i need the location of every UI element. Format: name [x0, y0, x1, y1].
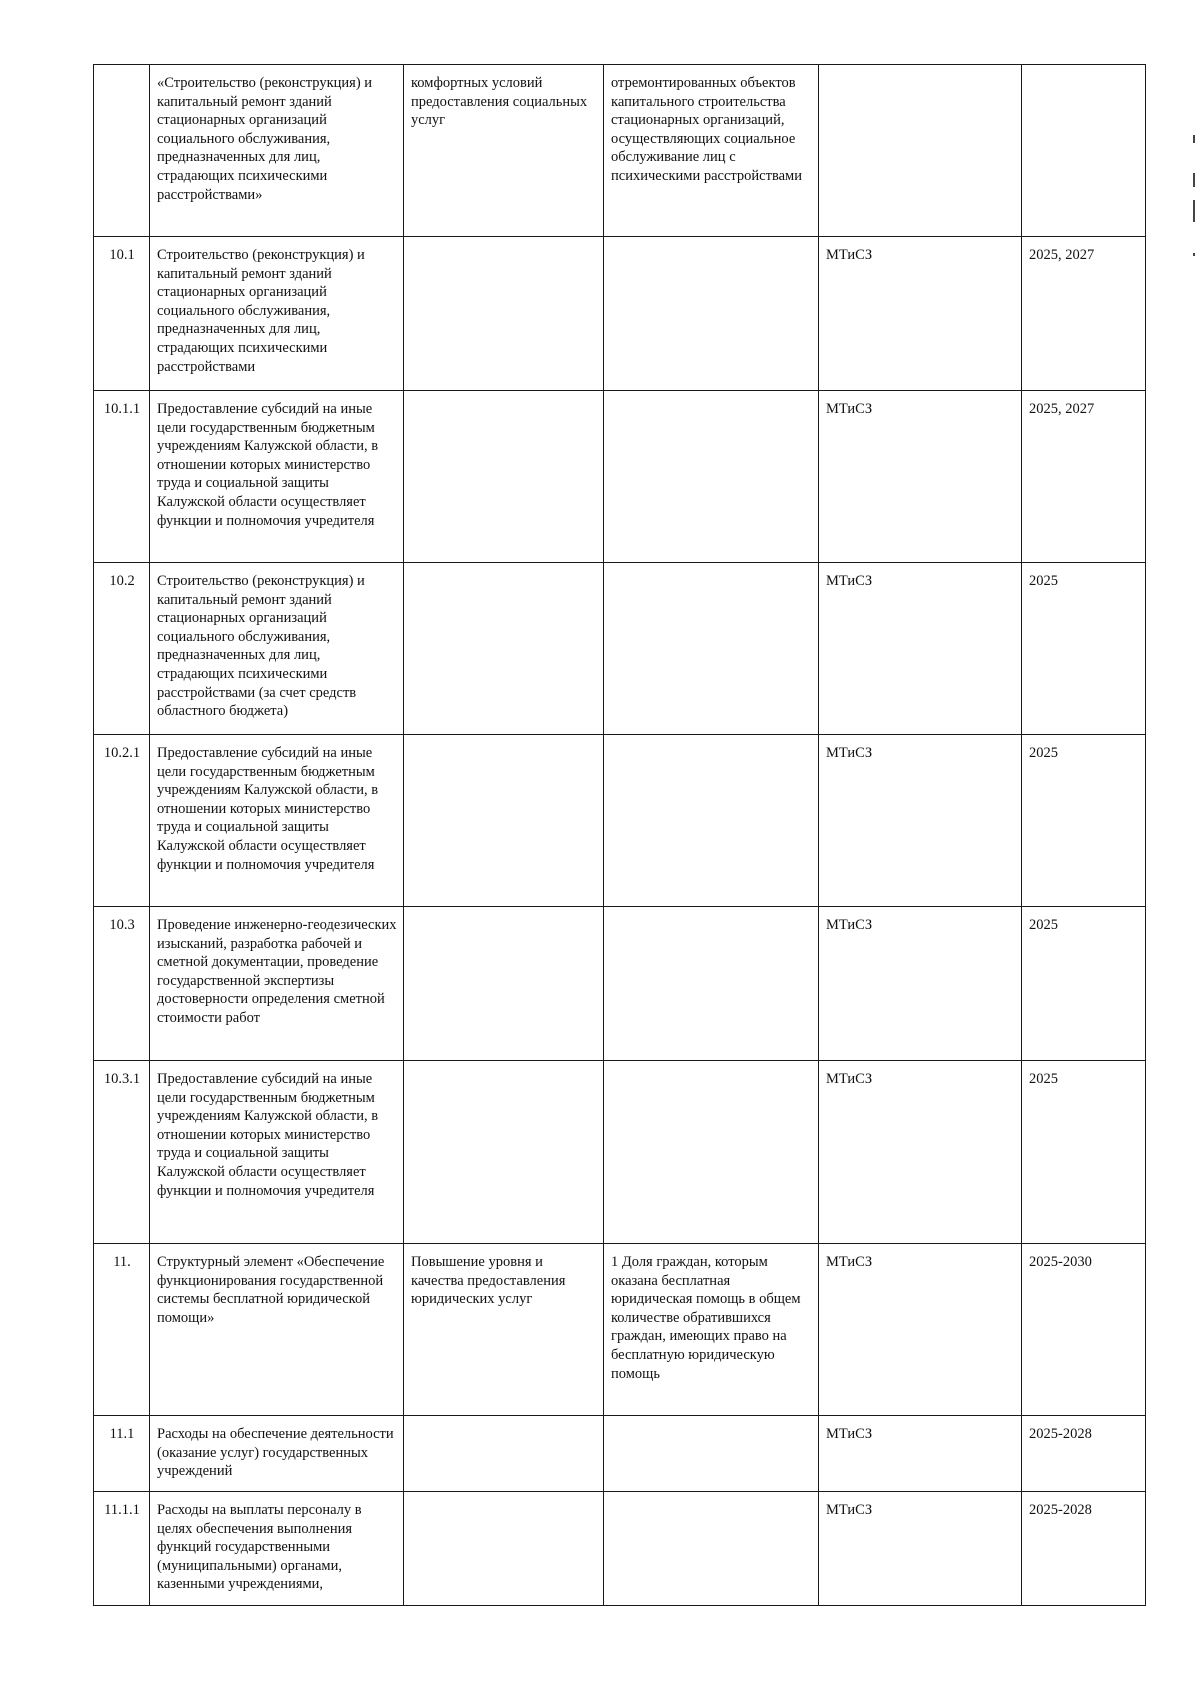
period-text: 2025: [1029, 1071, 1058, 1087]
cell-num: [94, 1244, 150, 1416]
cell-period: [1022, 1416, 1146, 1492]
cell-period: [1022, 735, 1146, 907]
cell-task: [404, 391, 604, 563]
cell-num: [94, 1061, 150, 1244]
period-text: 2025-2030: [1029, 1254, 1092, 1270]
cell-name: [150, 735, 404, 907]
cell-name: [150, 563, 404, 735]
period-text: 2025, 2027: [1029, 401, 1095, 417]
num-text: 11.1: [109, 1426, 135, 1442]
name-text: Предоставление субсидий на иные цели государственным бюджетным учреждениям Калужской области, в отношении которых министерство труда и социальной защиты Калужской области осуществляет функции и полномочия учредителя: [157, 401, 379, 529]
table-row: [94, 1492, 1146, 1606]
executor-text: МТиСЗ: [826, 401, 873, 417]
cell-period: [1022, 1492, 1146, 1606]
task-text: Повышение уровня и качества предоставления юридических услуг: [411, 1254, 566, 1308]
indicator-text: отремонтированных объектов капитального строительства стационарных организаций, осуществляющих социальное обслуживание лиц с психическими расстройствами: [611, 75, 802, 184]
cell-name: [150, 1061, 404, 1244]
period-text: 2025, 2027: [1029, 247, 1095, 263]
cell-task: [404, 65, 604, 237]
num-text: 10.1.1: [103, 401, 141, 417]
executor-text: МТиСЗ: [826, 917, 873, 933]
name-text: Строительство (реконструкция) и капитальный ремонт зданий стационарных организаций социального обслуживания, предназначенных для лиц, страдающих психическими расстройствами: [157, 247, 365, 375]
cell-period: [1022, 907, 1146, 1061]
table-row: [94, 65, 1146, 237]
cell-period: [1022, 1061, 1146, 1244]
name-text: Предоставление субсидий на иные цели государственным бюджетным учреждениям Калужской области, в отношении которых министерство труда и социальной защиты Калужской области осуществляет функции и полномочия учредителя: [157, 745, 379, 873]
period-text: 2025: [1029, 745, 1058, 761]
cell-task: [404, 735, 604, 907]
table-row: [94, 1416, 1146, 1492]
cell-num: [94, 1416, 150, 1492]
cell-name: [150, 1244, 404, 1416]
table-row: [94, 907, 1146, 1061]
name-text: «Строительство (реконструкция) и капитальный ремонт зданий стационарных организаций социального обслуживания, предназначенных для лиц, страдающих психическими расстройствами»: [157, 75, 373, 203]
cell-executor: [819, 1416, 1022, 1492]
executor-text: МТиСЗ: [826, 1426, 873, 1442]
cell-name: [150, 1416, 404, 1492]
cell-indicator: [604, 1416, 819, 1492]
cell-indicator: [604, 65, 819, 237]
cell-task: [404, 1492, 604, 1606]
cell-indicator: [604, 237, 819, 391]
cell-executor: [819, 1061, 1022, 1244]
table-row: [94, 563, 1146, 735]
executor-text: МТиСЗ: [826, 1254, 873, 1270]
cell-executor: [819, 391, 1022, 563]
num-text: 11.1.1: [104, 1502, 140, 1518]
cell-indicator: [604, 1492, 819, 1606]
num-text: 11.: [113, 1254, 131, 1270]
cell-num: [94, 65, 150, 237]
name-text: Строительство (реконструкция) и капитальный ремонт зданий стационарных организаций социального обслуживания, предназначенных для лиц, страдающих психическими расстройствами (за счет средств областного бюджета): [157, 573, 365, 720]
num-text: 10.3.1: [103, 1071, 141, 1087]
name-text: Расходы на выплаты персоналу в целях обеспечения выполнения функций государственными (муниципальными) органами, казенными учреждениями,: [157, 1502, 362, 1593]
cell-num: [94, 907, 150, 1061]
cell-task: [404, 563, 604, 735]
cell-num: [94, 1492, 150, 1606]
num-text: 10.1: [109, 247, 135, 263]
name-text: Предоставление субсидий на иные цели государственным бюджетным учреждениям Калужской области, в отношении которых министерство труда и социальной защиты Калужской области осуществляет функции и полномочия учредителя: [157, 1071, 379, 1199]
period-text: 2025-2028: [1029, 1502, 1092, 1518]
cell-num: [94, 563, 150, 735]
num-text: 10.2.1: [103, 745, 141, 761]
cell-indicator: [604, 1244, 819, 1416]
cell-executor: [819, 65, 1022, 237]
cell-task: [404, 1061, 604, 1244]
cell-indicator: [604, 1061, 819, 1244]
name-text: Проведение инженерно-геодезических изысканий, разработка рабочей и сметной документации, проведение государственной экспертизы достоверности определения сметной стоимости работ: [157, 917, 397, 1026]
cell-num: [94, 735, 150, 907]
cell-name: [150, 391, 404, 563]
executor-text: МТиСЗ: [826, 745, 873, 761]
num-text: 10.3: [109, 917, 135, 933]
name-text: Расходы на обеспечение деятельности (оказание услуг) государственных учреждений: [157, 1426, 394, 1480]
measures-table: [93, 64, 1146, 1606]
table-row: [94, 237, 1146, 391]
cell-executor: [819, 1492, 1022, 1606]
cell-executor: [819, 907, 1022, 1061]
cell-indicator: [604, 907, 819, 1061]
cell-indicator: [604, 563, 819, 735]
executor-text: МТиСЗ: [826, 573, 873, 589]
cell-executor: [819, 563, 1022, 735]
cell-name: [150, 237, 404, 391]
task-text: комфортных условий предоставления социальных услуг: [411, 75, 588, 129]
executor-text: МТиСЗ: [826, 247, 873, 263]
name-text: Структурный элемент «Обеспечение функционирования государственной системы бесплатной юридической помощи»: [157, 1254, 385, 1326]
cell-period: [1022, 563, 1146, 735]
cell-name: [150, 907, 404, 1061]
num-text: 10.2: [109, 573, 135, 589]
cell-period: [1022, 1244, 1146, 1416]
executor-text: МТиСЗ: [826, 1071, 873, 1087]
cell-period: [1022, 391, 1146, 563]
period-text: 2025: [1029, 573, 1058, 589]
cell-executor: [819, 735, 1022, 907]
cell-indicator: [604, 735, 819, 907]
table-body: [94, 65, 1146, 1606]
executor-text: МТиСЗ: [826, 1502, 873, 1518]
cell-num: [94, 237, 150, 391]
period-text: 2025: [1029, 917, 1058, 933]
cell-num: [94, 391, 150, 563]
cell-period: [1022, 65, 1146, 237]
cell-period: [1022, 237, 1146, 391]
cell-task: [404, 907, 604, 1061]
cell-name: [150, 1492, 404, 1606]
indicator-text: 1 Доля граждан, которым оказана бесплатная юридическая помощь в общем количестве обратившихся граждан, имеющих право на бесплатную юридическую помощь: [611, 1254, 801, 1382]
cell-executor: [819, 237, 1022, 391]
cell-executor: [819, 1244, 1022, 1416]
cell-indicator: [604, 391, 819, 563]
period-text: 2025-2028: [1029, 1426, 1092, 1442]
cell-task: [404, 1244, 604, 1416]
table-row: [94, 1244, 1146, 1416]
cell-task: [404, 1416, 604, 1492]
table-row: [94, 1061, 1146, 1244]
table-row: [94, 391, 1146, 563]
scan-edge-marks: [1193, 135, 1197, 275]
cell-name: [150, 65, 404, 237]
table-row: [94, 735, 1146, 907]
cell-task: [404, 237, 604, 391]
